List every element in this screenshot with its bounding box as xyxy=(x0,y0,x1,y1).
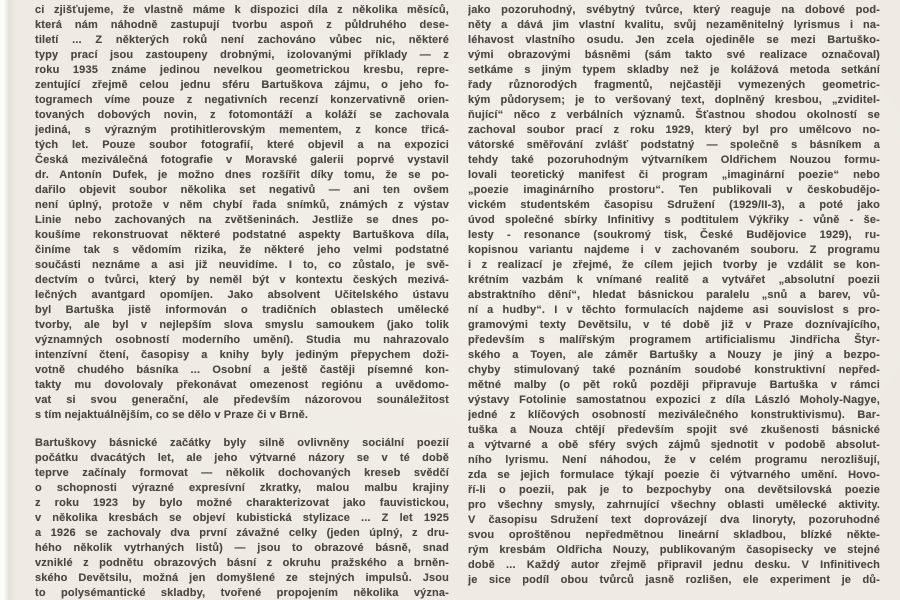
text-line: vátorské směřování zvlášť podstatný — společně s básníkem a xyxy=(468,139,880,151)
text-line: setkáme s jiným typem skladby než je kolážová metoda setkání xyxy=(468,64,880,76)
text-line: vými obrazovými básněmi (sám takto své realizace označoval) xyxy=(468,49,880,61)
text-line: jako pozoruhodný, svébytný tvůrce, který reaguje na dobové pod- xyxy=(468,4,880,16)
text-line: kopisnou variantu najdeme i v zachovaném souboru. Z programu xyxy=(468,244,880,256)
text-line: svou oproštěnou nepředmětnou lineární skladbou, blízké někte- xyxy=(468,529,880,541)
text-line: a 1926 se zachovaly dva první závažné celky (jeden úplný, z dru- xyxy=(35,527,449,539)
text-line: vickém studentském časopisu Sdružení (1929/II-3), a poté jako xyxy=(468,199,880,211)
text-line: ňující“ něco z verbálních významů. Šťastnou shodou okolností se xyxy=(468,109,880,121)
text-line: tovaných dobových novin, z fotomontáží a koláží se zachovala xyxy=(35,109,449,121)
paragraph xyxy=(468,3,880,588)
text-column-left xyxy=(35,3,449,600)
text-line: lesty - resonance (soukromý tisk, České Budějovice 1929), ru- xyxy=(468,229,880,241)
text-line: takty mu dovolovaly překonávat omezenost regiónu a uvědomo- xyxy=(35,379,449,391)
text-line: ního lyrismu. Není náhodou, že v celém programu nerozlišují, xyxy=(468,454,880,466)
text-line: která nám náhodně zastupují tvorbu aspoň z půldruhého dese- xyxy=(35,19,449,31)
text-line: ci zjišťujeme, že vlastně máme k dispozici díla z několika měsíců, xyxy=(35,4,449,16)
text-line: abstraktního dění“, hledat básnickou paralelu „snů a barev, vů- xyxy=(468,289,880,301)
text-line: to polysémantické skladby, tvořené propojením několika význa- xyxy=(35,587,449,599)
text-line: zachoval soubor prací z roku 1929, který byl pro umělcovo no- xyxy=(468,124,880,136)
text-line: V časopisu Sdružení text doprovázejí dva linoryty, pozoruhodné xyxy=(468,514,880,526)
text-line: vat si svou generační, ale především názorovou sounáležitost xyxy=(35,394,449,406)
text-line: typy prací jsou zastoupeny drobnými, izolovanými příklady — z xyxy=(35,49,449,61)
text-line: Česká meziválečná fotografie v Moravské galerii poprvé vystavil xyxy=(35,154,449,166)
text-line: chyby stimulovaný také poznáním soudobé konstruktivní nepřed- xyxy=(468,364,880,376)
text-line: krétním vazbám k vnímané realitě a vytvářet „absolutní poezii xyxy=(468,274,880,286)
text-line: jediná, s výrazným protihitlerovským mementem, z konce třicá- xyxy=(35,124,449,136)
text-line: lovali teoretický manifest či program „imaginární poezie“ nebo xyxy=(468,169,880,181)
text-line: úvod společné sbírky Infinitivy s podtitulem Výkřiky - vůně - še- xyxy=(468,214,880,226)
text-line: rým kresbám Oldřicha Nouzy, publikovaným časopisecky ve stejné xyxy=(468,544,880,556)
text-line: i z realizací je zřejmé, že cílem jejich tvorby je vzdálit se kon- xyxy=(468,259,880,271)
text-line: jedné z klíčových osobností meziválečného konstruktivismu). Bar- xyxy=(468,409,880,421)
text-line: Bartuškovy básnické začátky byly silně ovlivněny sociální poezií xyxy=(35,437,449,449)
text-line: intenzívní čtení, časopisy a knihy byly jediným přepychem doži- xyxy=(35,349,449,361)
text-line: roku 1935 známe jedinou nevelkou geometrickou kresbu, repre- xyxy=(35,64,449,76)
text-line: tvorby, ale byl v nejlepším slova smyslu samoukem (jako tolik xyxy=(35,319,449,331)
scan-edge-shadow xyxy=(0,0,16,600)
text-line: součásti neznáme a asi již neuvidíme. I to, co zůstalo, je svě- xyxy=(35,259,449,271)
text-line: kým půdorysem; je to veršovaný text, doplněný kresbou, „zviditel- xyxy=(468,94,880,106)
text-line: tuška a Nouza chtějí především spojit své zkušenosti básnické xyxy=(468,424,880,436)
text-line: významných osobností moderního umění). Studia mu nahrazovalo xyxy=(35,334,449,346)
text-line: s tím nejaktuálnějším, co se dělo v Praze či v Brně. xyxy=(35,409,309,421)
text-line: řady různorodých fragmentů, nejčastěji vymezených geometric- xyxy=(468,79,880,91)
text-line: pro všechny smysly, zahrnující všechny oblasti umělecké aktivity. xyxy=(468,499,880,511)
text-line: votně chudého básníka ... Osobní a ještě častěji písemné kon- xyxy=(35,364,449,376)
text-line: a výtvarné a obě sféry svých zájmů sjednotit v podobě absolut- xyxy=(468,439,880,451)
text-line: výstavy Fotolinie samostatnou expozici z díla László Moholy-Nagye, xyxy=(468,394,880,406)
text-line: lečných avantgard opomíjen. Jako absolvent Učitelského ústavu xyxy=(35,289,449,301)
text-line: není úplný, protože v něm chybí řada snímků, známých z výstav xyxy=(35,199,449,211)
text-line: léhavost vlastního osudu. Jen zcela ojediněle se mezi Bartuško- xyxy=(468,34,880,46)
text-line: činíme tak s vědomím rizika, že některé jeho velmi podstatné xyxy=(35,244,449,256)
text-line: z roku 1923 by bylo možné charakterizovat jako fauvistickou, xyxy=(35,497,449,509)
paragraph xyxy=(35,3,449,423)
text-line: ří-li o poezii, pak je to bezpochyby ona devětsilovská poezie xyxy=(468,484,880,496)
text-line: togramech víme pouze z negativních recenzí konzervativně orien- xyxy=(35,94,449,106)
text-line: hého několik vytrhaných listů) — jsou to obrazové básně, snad xyxy=(35,542,449,554)
text-line: gramovými texty Devětsilu, v té době již v Praze doznívajícího, xyxy=(468,319,880,331)
text-column-right xyxy=(468,3,880,588)
text-line: dr. Antonín Dufek, je možno dnes rozšířit díky tomu, že se po- xyxy=(35,169,449,181)
text-line: tých let. Pouze soubor fotografií, které objevil a na expozici xyxy=(35,139,449,151)
text-line: o schopnosti výrazné expresívní zkratky, malou malbu krajiny xyxy=(35,482,449,494)
text-line: Linie nebo zachovaných na zvětšeninách. Jestliže se dnes po- xyxy=(35,214,449,226)
text-line: ní a hudby“. I v těchto formulacích najdeme asi souvislost s pro- xyxy=(468,304,880,316)
text-line: něty a dává jim vlastní kvalitu, svůj nezaměnitelný lyrismus i na- xyxy=(468,19,880,31)
text-line: tiletí ... Z některých roků není zachováno vůbec nic, některé xyxy=(35,34,449,46)
text-line: dařilo objevit soubor několika set negativů — ani ten ovšem xyxy=(35,184,449,196)
text-line: ského Devětsilu, možná jen domyšlené ze stejných impulsů. Jsou xyxy=(35,572,449,584)
text-line: zda se jejich formulace týkají poezie či výtvarného umění. Hovo- xyxy=(468,469,880,481)
paragraph xyxy=(35,436,449,600)
text-line: především s malířským programem artificialismu Jindřicha Štyr- xyxy=(468,334,880,346)
text-line: koušíme rekonstruovat některé podstatné aspekty Bartuškova díla, xyxy=(35,229,449,241)
text-line: tehdy také pozoruhodným výtvarníkem Oldřichem Nouzou formu- xyxy=(468,154,880,166)
text-line: zentující zřejmě celou jednu sféru Bartuškova zájmu, o jeho fo- xyxy=(35,79,449,91)
text-line: je sice podíl obou tvůrců jasně rozlišen, ele experiment je dů- xyxy=(468,574,880,586)
text-line: „poezie imaginárního prostoru“. Ten publikovali v českobudějo- xyxy=(468,184,880,196)
text-line: době ... Každý autor zřejmě připravil jednu desku. V Infinitivech xyxy=(468,559,880,571)
text-line: počátku dvacátých let, ale jeho výtvarné názory se v té době xyxy=(35,452,449,464)
text-line: ského a Toyen, ale záměr Bartušky a Nouzy je jiný a bezpo- xyxy=(468,349,880,361)
text-line: v několika kresbách se objeví kubistická stylizace ... Z let 1925 xyxy=(35,512,449,524)
text-line: mětné malby (o pět roků později připravuje Bartuška v rámci xyxy=(468,379,880,391)
text-line: vzniklé z podnětu obrazových básní z okruhu pražského a brněn- xyxy=(35,557,449,569)
text-line: teprve začínaly formovat — několik dochovaných kreseb svědčí xyxy=(35,467,449,479)
text-line: dectvím o tvůrci, který by neměl být v kontextu českých mezivá- xyxy=(35,274,449,286)
text-line: byl Bartuška jistě informován o tradičních oblastech umělecké xyxy=(35,304,449,316)
